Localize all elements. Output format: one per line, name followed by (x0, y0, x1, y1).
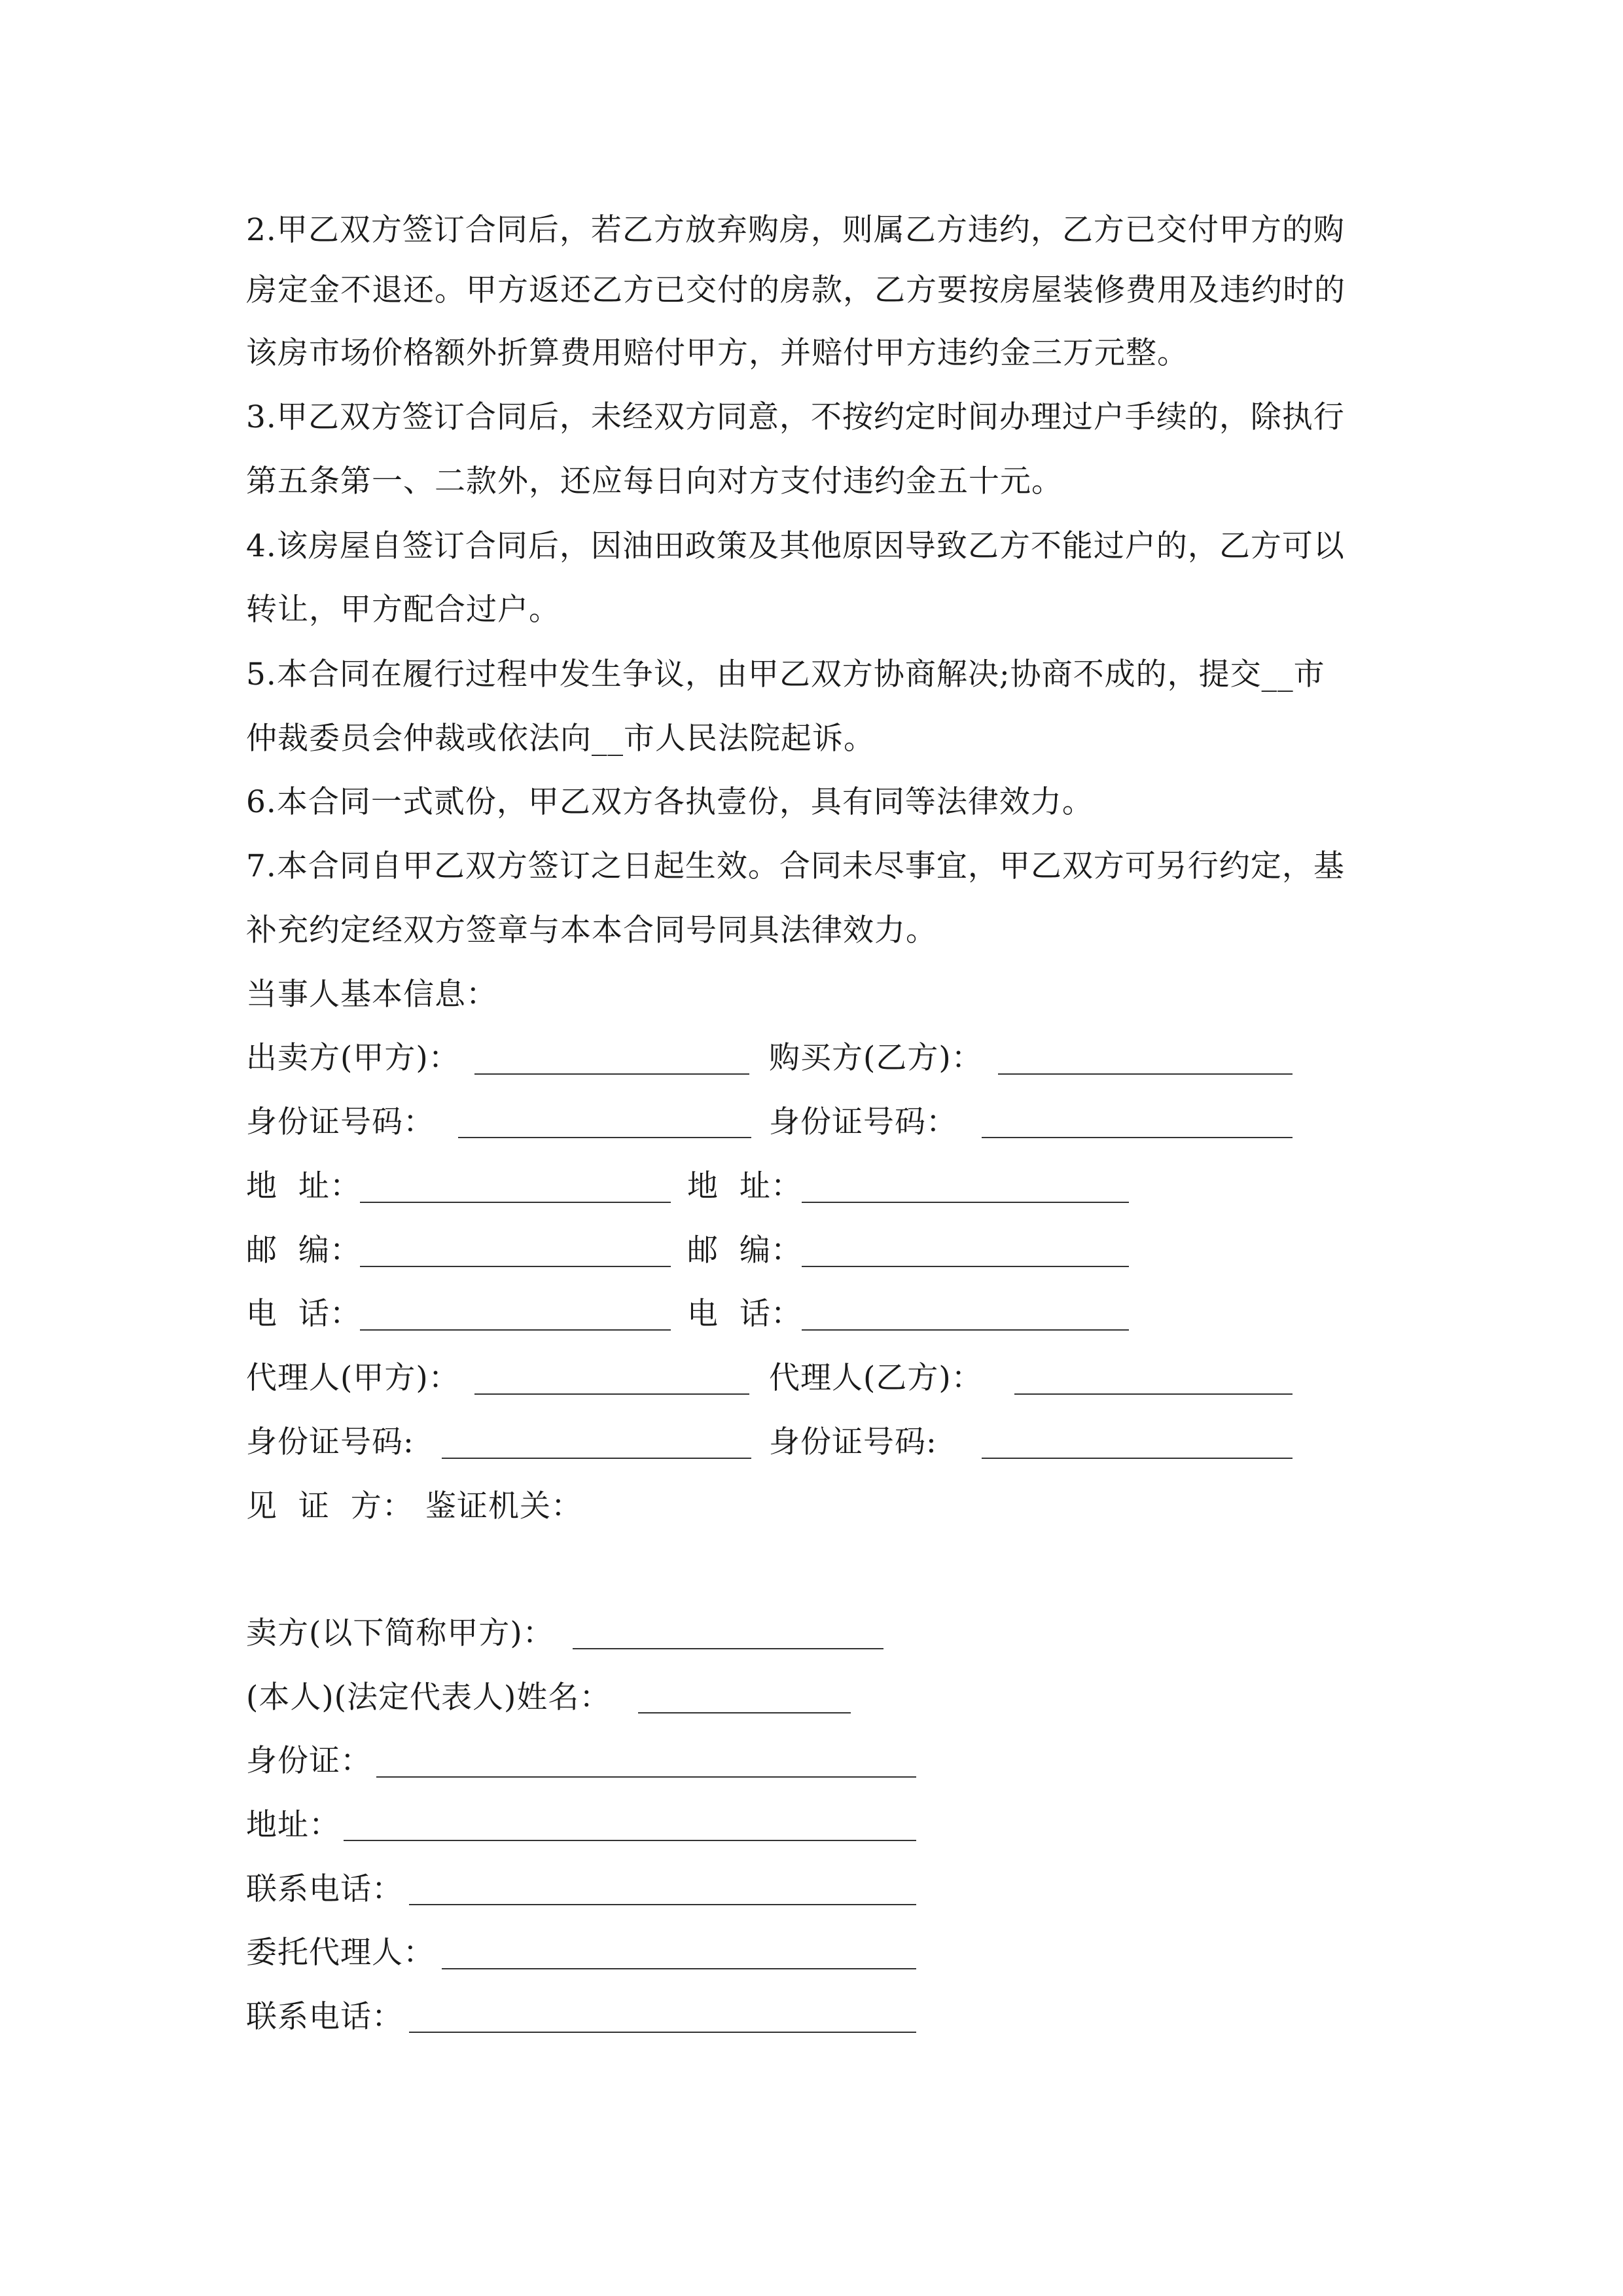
witness-label: 见 证 方： (246, 1488, 414, 1524)
seller-abbrev-label: 卖方(以下简称甲方)： (246, 1615, 554, 1651)
phone-blank-b[interactable] (802, 1329, 1129, 1331)
party-info-heading: 当事人基本信息： (246, 977, 497, 1013)
seller-phone-label: 联系电话： (246, 1871, 403, 1907)
postcode-label-b: 邮 编： (687, 1232, 802, 1268)
phone-blank-a[interactable] (360, 1329, 671, 1331)
phone-label-a: 电 话： (246, 1296, 361, 1332)
agent-b-blank[interactable] (1014, 1393, 1293, 1395)
agent-phone-blank[interactable] (409, 2032, 916, 2033)
seller-id-blank[interactable] (376, 1776, 916, 1778)
clause-2-line-3: 该房市场价格额外折算费用赔付甲方，并赔付甲方违约金三万元整。 (246, 335, 1188, 371)
seller-id-label: 身份证： (246, 1743, 372, 1779)
phone-label-b: 电 话： (687, 1296, 802, 1332)
seller-label: 出卖方(甲方)： (246, 1040, 460, 1076)
agent-id-blank-b[interactable] (982, 1458, 1293, 1459)
address-label-b: 地 址： (687, 1168, 802, 1204)
agent-blank[interactable] (442, 1968, 916, 1969)
clause-4-line-2: 转让，甲方配合过户。 (246, 592, 560, 628)
postcode-blank-a[interactable] (360, 1266, 671, 1267)
seller-address-label: 地址： (246, 1807, 340, 1843)
postcode-blank-b[interactable] (802, 1266, 1129, 1267)
agent-label: 委托代理人： (246, 1935, 435, 1971)
authority-label: 鉴证机关： (425, 1488, 582, 1524)
id-label-b: 身份证号码： (769, 1104, 957, 1140)
clause-2-line-2: 房定金不退还。甲方返还乙方已交付的房款，乙方要按房屋装修费用及违约时的 (246, 272, 1346, 308)
id-blank-a[interactable] (458, 1137, 751, 1138)
seller-blank[interactable] (474, 1073, 749, 1075)
clause-7-line-1: 7.本合同自甲乙双方签订之日起生效。合同未尽事宜，甲乙双方可另行约定，基 (246, 848, 1345, 884)
agent-a-label: 代理人(甲方)： (246, 1360, 460, 1396)
buyer-blank[interactable] (998, 1073, 1293, 1075)
seller-phone-blank[interactable] (409, 1904, 916, 1905)
address-blank-b[interactable] (802, 1202, 1129, 1203)
clause-3-line-1: 3.甲乙双方签订合同后，未经双方同意，不按约定时间办理过户手续的，除执行 (246, 399, 1345, 435)
postcode-label-a: 邮 编： (246, 1232, 361, 1268)
agent-id-label-a: 身份证号码: (246, 1424, 414, 1460)
clause-3-line-2: 第五条第一、二款外，还应每日向对方支付违约金五十元。 (246, 463, 1063, 499)
agent-phone-label: 联系电话： (246, 1999, 403, 2035)
seller-abbrev-blank[interactable] (573, 1648, 883, 1649)
address-blank-a[interactable] (360, 1202, 671, 1203)
clause-5-line-2: 仲裁委员会仲裁或依法向__市人民法院起诉。 (246, 721, 875, 757)
address-label-a: 地 址： (246, 1168, 361, 1204)
clause-6-line-1: 6.本合同一式贰份，甲乙双方各执壹份，具有同等法律效力。 (246, 784, 1094, 820)
id-blank-b[interactable] (982, 1137, 1293, 1138)
buyer-label: 购买方(乙方)： (769, 1040, 983, 1076)
agent-id-blank-a[interactable] (442, 1458, 751, 1459)
agent-id-label-b: 身份证号码: (769, 1424, 937, 1460)
id-label-a: 身份证号码： (246, 1104, 435, 1140)
clause-4-line-1: 4.该房屋自签订合同后，因油田政策及其他原因导致乙方不能过户的，乙方可以 (246, 528, 1345, 564)
clause-5-line-1: 5.本合同在履行过程中发生争议，由甲乙双方协商解决;协商不成的，提交__市 (246, 656, 1325, 692)
clause-7-line-2: 补充约定经双方签章与本本合同号同具法律效力。 (246, 912, 937, 948)
seller-address-blank[interactable] (344, 1840, 916, 1841)
name-label: (本人)(法定代表人)姓名： (246, 1679, 611, 1715)
agent-b-label: 代理人(乙方)： (769, 1360, 983, 1396)
agent-a-blank[interactable] (474, 1393, 749, 1395)
name-blank[interactable] (638, 1712, 851, 1713)
clause-2-line-1: 2.甲乙双方签订合同后，若乙方放弃购房，则属乙方违约，乙方已交付甲方的购 (246, 212, 1345, 248)
